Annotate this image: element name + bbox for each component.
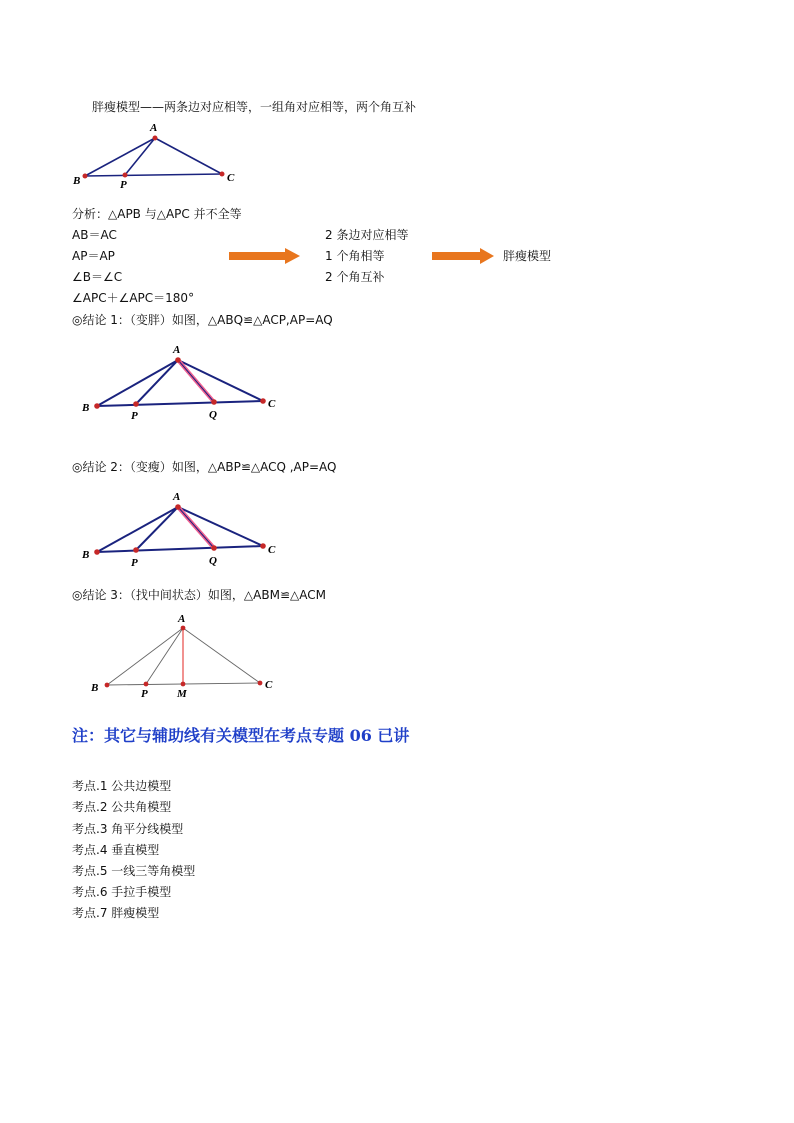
analysis-title: 分析：△APB 与△APC 并不全等 <box>72 207 242 221</box>
fig1-label-a: A <box>150 122 158 134</box>
fig3-label-a: A <box>173 491 181 503</box>
arrow-2 <box>432 248 495 264</box>
fig1-label-c: C <box>227 172 235 184</box>
figure-4 <box>80 608 310 698</box>
fig4-label-p: P <box>141 688 148 700</box>
fig3-label-p: P <box>131 557 138 569</box>
condition-1: AB＝AC <box>72 228 117 242</box>
fig1-label-p: P <box>120 179 127 191</box>
arrow-1 <box>229 248 301 264</box>
summary-2: 1 个角相等 <box>325 249 385 263</box>
point-item-1: 考点.1 公共边模型 <box>72 779 172 793</box>
fig2-label-a: A <box>173 344 181 356</box>
point-item-4: 考点.4 垂直模型 <box>72 843 160 857</box>
point-item-3: 考点.3 角平分线模型 <box>72 822 184 836</box>
conclusion-2-text: ◎结论 2：（变瘦）如图，△ABP≌△ACQ ,AP=AQ <box>72 460 337 474</box>
conclusion-1-text: ◎结论 1：（变胖）如图，△ABQ≌△ACP,AP=AQ <box>72 313 333 327</box>
fig4-label-a: A <box>178 613 186 625</box>
figure-3 <box>70 486 300 576</box>
fig4-label-c: C <box>265 679 273 691</box>
point-item-7: 考点.7 胖瘦模型 <box>72 906 160 920</box>
analysis-result: 胖瘦模型 <box>503 249 552 263</box>
summary-3: 2 个角互补 <box>325 270 385 284</box>
figure-2 <box>70 338 300 428</box>
point-item-6: 考点.6 手拉手模型 <box>72 885 172 899</box>
fig2-label-p: P <box>131 410 138 422</box>
model-title-line: 胖瘦模型——两条边对应相等，一组角对应相等，两个角互补 <box>92 100 417 114</box>
condition-4: ∠APC＋∠APC＝180° <box>72 291 195 305</box>
condition-3: ∠B＝∠C <box>72 270 123 284</box>
point-item-5: 考点.5 一线三等角模型 <box>72 864 196 878</box>
fig1-label-b: B <box>73 175 81 187</box>
fig4-label-b: B <box>91 682 99 694</box>
fig2-label-q: Q <box>209 409 217 421</box>
conclusion-3-text: ◎结论 3：（找中间状态）如图，△ABM≌△ACM <box>72 588 326 602</box>
condition-2: AP＝AP <box>72 249 115 263</box>
fig3-label-c: C <box>268 544 276 556</box>
fig2-label-c: C <box>268 398 276 410</box>
fig2-label-b: B <box>82 402 90 414</box>
fig3-label-q: Q <box>209 555 217 567</box>
note-heading: 注：其它与辅助线有关模型在考点专题 06 已讲 <box>72 726 410 745</box>
summary-1: 2 条边对应相等 <box>325 228 409 242</box>
point-item-2: 考点.2 公共角模型 <box>72 800 172 814</box>
fig4-label-m: M <box>177 688 187 700</box>
figure-1 <box>70 120 270 190</box>
fig3-label-b: B <box>82 549 90 561</box>
